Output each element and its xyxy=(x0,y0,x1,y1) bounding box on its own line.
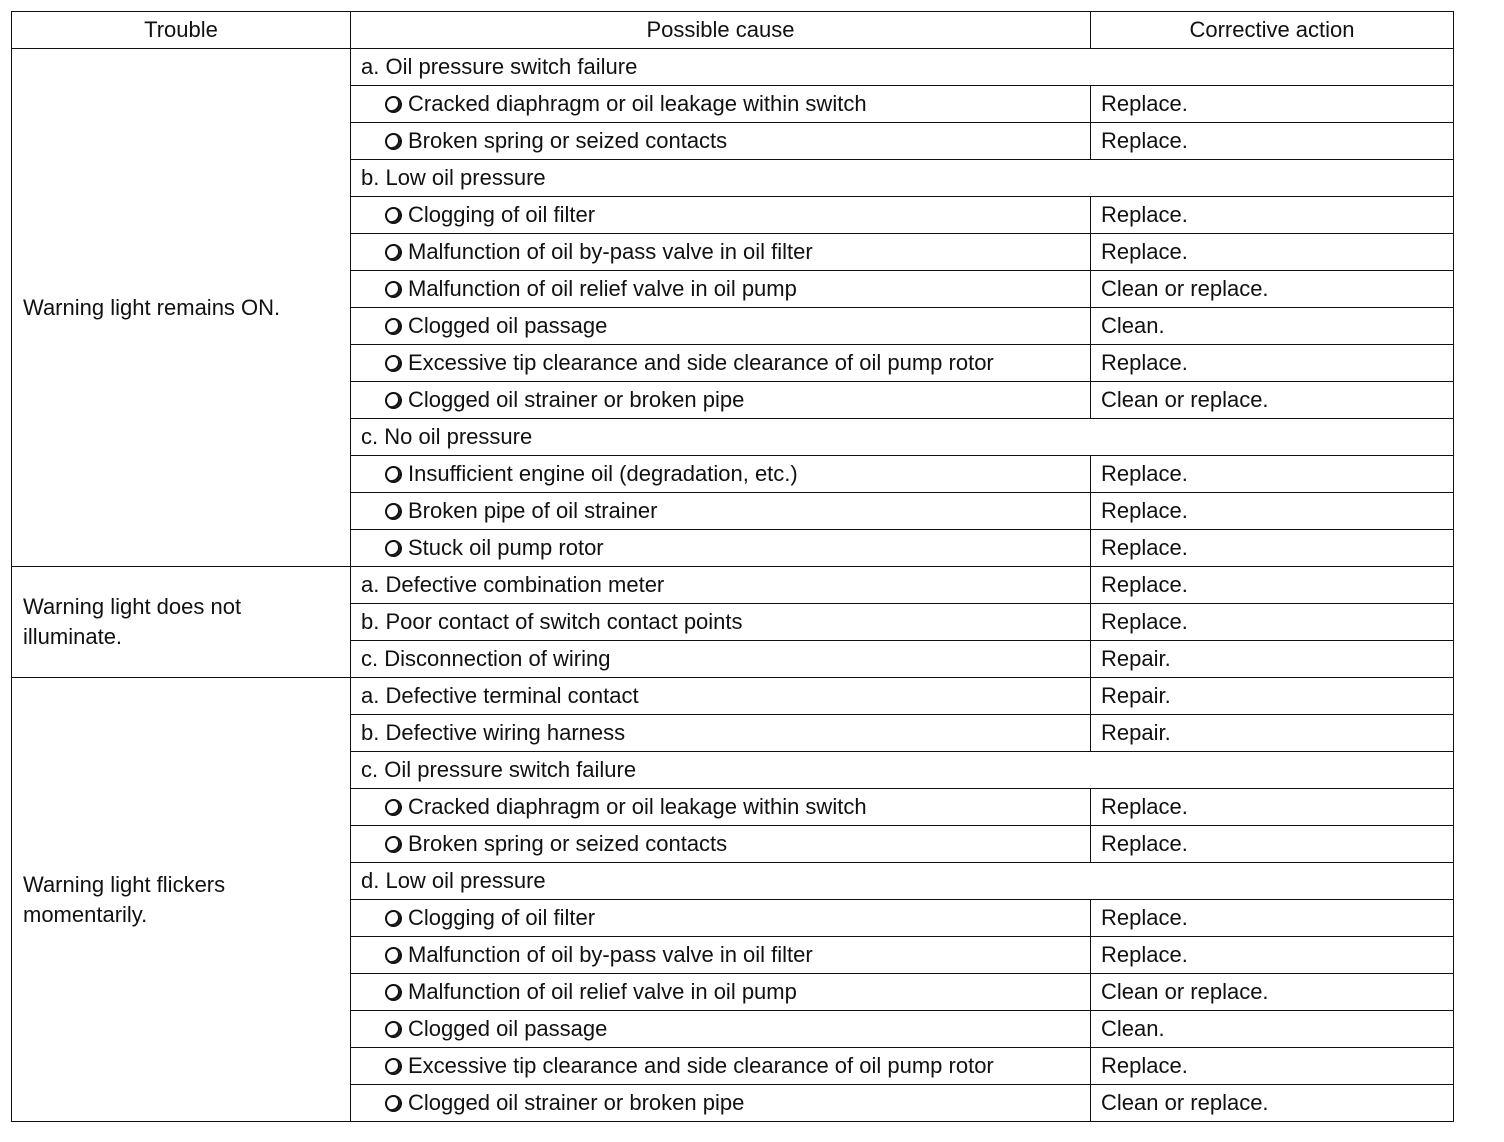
circle-bullet-icon xyxy=(385,466,402,483)
cause-item-text: Excessive tip clearance and side clearance of oil pump rotor xyxy=(408,350,994,375)
cause-cell: a. Defective combination meter xyxy=(351,567,1091,604)
action-cell: Replace. xyxy=(1091,789,1454,826)
table-row xyxy=(12,567,1454,604)
cause-cell: b. Defective wiring harness xyxy=(351,715,1091,752)
action-cell: Replace. xyxy=(1091,197,1454,234)
cause-cell: c. Disconnection of wiring xyxy=(351,641,1091,678)
cause-item-text: Clogged oil strainer or broken pipe xyxy=(408,387,745,412)
header-row xyxy=(12,12,1454,49)
troubleshooting-table xyxy=(11,11,1454,1122)
table-body xyxy=(12,49,1454,1122)
action-cell: Clean or replace. xyxy=(1091,1085,1454,1122)
cause-item-cell xyxy=(351,271,1091,308)
cause-item-cell xyxy=(351,456,1091,493)
cause-item-text: Broken pipe of oil strainer xyxy=(408,498,658,523)
circle-bullet-icon xyxy=(385,96,402,113)
cause-item-text: Insufficient engine oil (degradation, etc.) xyxy=(408,461,798,486)
cause-item-text: Excessive tip clearance and side clearance of oil pump rotor xyxy=(408,1053,994,1078)
action-cell: Replace. xyxy=(1091,604,1454,641)
cause-item-cell xyxy=(351,900,1091,937)
cause-item-text: Clogged oil passage xyxy=(408,1016,608,1041)
circle-bullet-icon xyxy=(385,281,402,298)
cause-item-text: Malfunction of oil relief valve in oil pump xyxy=(408,276,797,301)
cause-cell: a. Defective terminal contact xyxy=(351,678,1091,715)
circle-bullet-icon xyxy=(385,392,402,409)
cause-item-cell xyxy=(351,123,1091,160)
cause-heading-cell: d. Low oil pressure xyxy=(351,863,1454,900)
cause-item-cell xyxy=(351,974,1091,1011)
cause-heading-cell: c. Oil pressure switch failure xyxy=(351,752,1454,789)
cause-item-cell xyxy=(351,789,1091,826)
circle-bullet-icon xyxy=(385,540,402,557)
cause-item-text: Clogged oil strainer or broken pipe xyxy=(408,1090,745,1115)
circle-bullet-icon xyxy=(385,947,402,964)
circle-bullet-icon xyxy=(385,910,402,927)
circle-bullet-icon xyxy=(385,318,402,335)
action-cell: Replace. xyxy=(1091,567,1454,604)
circle-bullet-icon xyxy=(385,133,402,150)
cause-heading-cell: b. Low oil pressure xyxy=(351,160,1454,197)
header-possible-cause: Possible cause xyxy=(351,12,1091,49)
cause-item-text: Malfunction of oil by-pass valve in oil filter xyxy=(408,942,813,967)
circle-bullet-icon xyxy=(385,984,402,1001)
cause-item-cell xyxy=(351,86,1091,123)
circle-bullet-icon xyxy=(385,1095,402,1112)
action-cell: Repair. xyxy=(1091,641,1454,678)
cause-item-cell xyxy=(351,197,1091,234)
cause-heading-cell: a. Oil pressure switch failure xyxy=(351,49,1454,86)
action-cell: Clean. xyxy=(1091,308,1454,345)
action-cell: Replace. xyxy=(1091,493,1454,530)
table-row xyxy=(12,49,1454,86)
trouble-cell: Warning light flickers momentarily. xyxy=(12,678,351,1122)
circle-bullet-icon xyxy=(385,836,402,853)
cause-item-text: Clogging of oil filter xyxy=(408,202,596,227)
header-trouble: Trouble xyxy=(12,12,351,49)
circle-bullet-icon xyxy=(385,244,402,261)
cause-heading-cell: c. No oil pressure xyxy=(351,419,1454,456)
table-row xyxy=(12,678,1454,715)
action-cell: Replace. xyxy=(1091,1048,1454,1085)
cause-item-text: Broken spring or seized contacts xyxy=(408,831,728,856)
cause-item-cell xyxy=(351,234,1091,271)
header-corrective-action: Corrective action xyxy=(1091,12,1454,49)
cause-item-cell xyxy=(351,1048,1091,1085)
trouble-cell: Warning light remains ON. xyxy=(12,49,351,567)
circle-bullet-icon xyxy=(385,1058,402,1075)
circle-bullet-icon xyxy=(385,1021,402,1038)
action-cell: Replace. xyxy=(1091,456,1454,493)
action-cell: Clean or replace. xyxy=(1091,271,1454,308)
action-cell: Replace. xyxy=(1091,234,1454,271)
cause-cell: b. Poor contact of switch contact points xyxy=(351,604,1091,641)
circle-bullet-icon xyxy=(385,503,402,520)
cause-item-cell xyxy=(351,530,1091,567)
cause-item-cell xyxy=(351,937,1091,974)
cause-item-cell xyxy=(351,1011,1091,1048)
cause-item-text: Stuck oil pump rotor xyxy=(408,535,604,560)
action-cell: Clean. xyxy=(1091,1011,1454,1048)
cause-item-text: Broken spring or seized contacts xyxy=(408,128,728,153)
cause-item-text: Cracked diaphragm or oil leakage within switch xyxy=(408,794,867,819)
cause-item-cell xyxy=(351,493,1091,530)
cause-item-text: Malfunction of oil by-pass valve in oil filter xyxy=(408,239,813,264)
action-cell: Replace. xyxy=(1091,123,1454,160)
action-cell: Replace. xyxy=(1091,937,1454,974)
cause-item-text: Clogged oil passage xyxy=(408,313,608,338)
action-cell: Repair. xyxy=(1091,678,1454,715)
cause-item-cell xyxy=(351,382,1091,419)
action-cell: Clean or replace. xyxy=(1091,974,1454,1011)
cause-item-cell xyxy=(351,345,1091,382)
circle-bullet-icon xyxy=(385,355,402,372)
action-cell: Replace. xyxy=(1091,530,1454,567)
cause-item-text: Malfunction of oil relief valve in oil pump xyxy=(408,979,797,1004)
cause-item-text: Clogging of oil filter xyxy=(408,905,596,930)
action-cell: Replace. xyxy=(1091,826,1454,863)
action-cell: Replace. xyxy=(1091,900,1454,937)
action-cell: Repair. xyxy=(1091,715,1454,752)
trouble-cell: Warning light does not illuminate. xyxy=(12,567,351,678)
cause-item-text: Cracked diaphragm or oil leakage within switch xyxy=(408,91,867,116)
action-cell: Replace. xyxy=(1091,345,1454,382)
circle-bullet-icon xyxy=(385,799,402,816)
circle-bullet-icon xyxy=(385,207,402,224)
action-cell: Clean or replace. xyxy=(1091,382,1454,419)
cause-item-cell xyxy=(351,1085,1091,1122)
cause-item-cell xyxy=(351,826,1091,863)
cause-item-cell xyxy=(351,308,1091,345)
action-cell: Replace. xyxy=(1091,86,1454,123)
